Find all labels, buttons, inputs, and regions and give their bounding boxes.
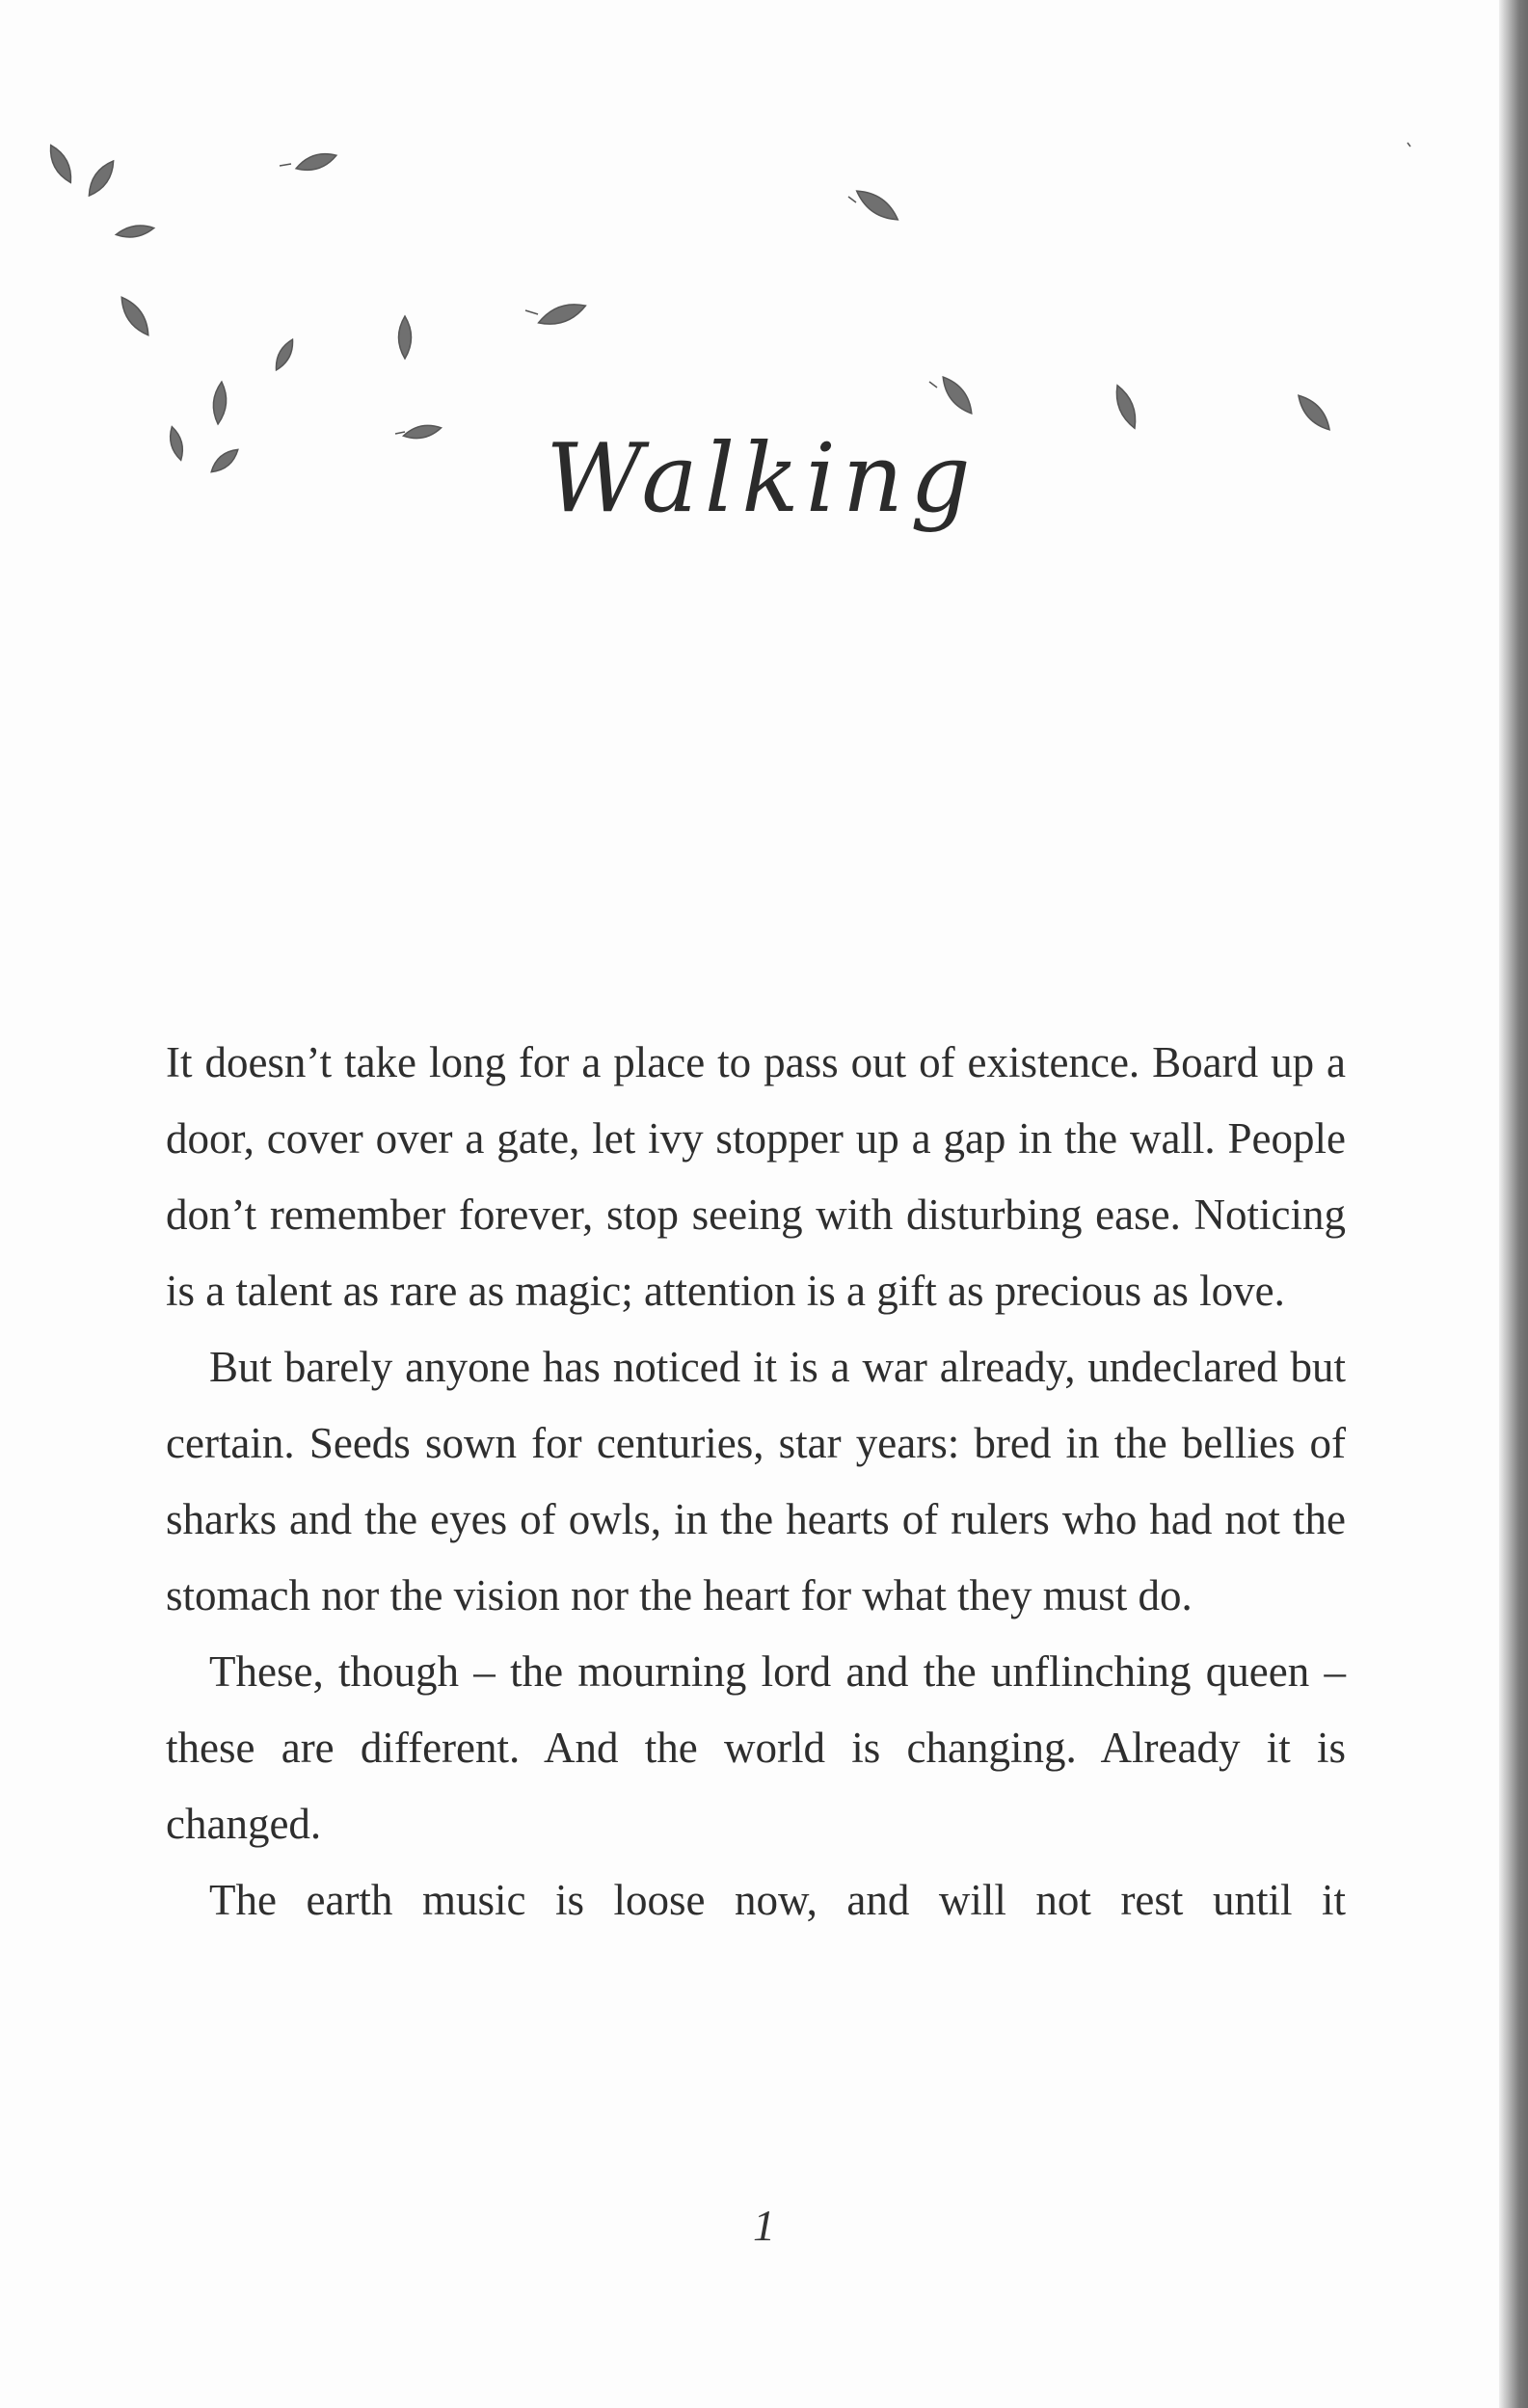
leaf-icon: [852, 185, 902, 227]
leaf-icon: [84, 157, 120, 200]
leaf-icon: [399, 316, 412, 359]
paragraph: These, though – the mourning lord and the unflinching queen – these are different. And the world is changing. Already it is changed.: [166, 1647, 1346, 1848]
paragraph: The earth music is loose now, and will not rest until it: [209, 1876, 1346, 1924]
leaf-icon: [212, 382, 228, 425]
leaf-icon: [294, 149, 338, 175]
leaf-icon: [1339, 116, 1352, 154]
body-text: [166, 1025, 1346, 1939]
page-edge: [1499, 0, 1528, 2408]
paragraph: It doesn’t take long for a place to pass out of existence. Board up a door, cover over a gate, let ivy stopper up a gap in the wall. People don’t remember forever, stop seeing with disturbing ease. Noticing is a talent as rare as magic; attention is a gift as precious as love.: [166, 1038, 1346, 1315]
leaf-icon: [44, 142, 76, 185]
paragraph: But barely anyone has noticed it is a war already, undeclared but certain. Seeds sown for centuries, star years: bred in the bellies of sharks and the eyes of owls, in the hearts of rulers who had not the stomach nor the vision nor the heart for what they must do.: [166, 1343, 1346, 1619]
leaf-icon: [116, 293, 154, 339]
leaf-icon: [115, 223, 154, 240]
page-number: 1: [753, 2201, 775, 2250]
leaf-icon: [536, 299, 588, 331]
leaf-icon: [272, 337, 298, 373]
chapter-title: Walking: [546, 424, 978, 534]
leaf-icon: [937, 372, 977, 417]
